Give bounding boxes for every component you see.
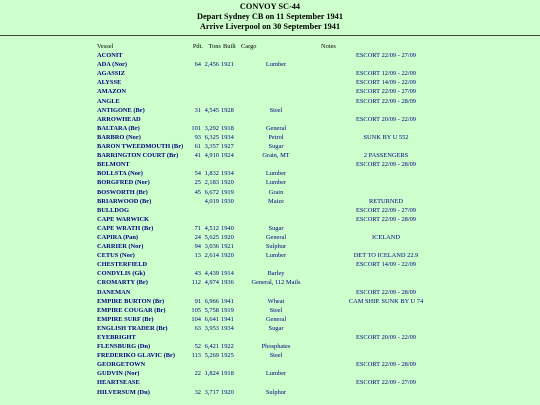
cell-notes: ESCORT 22/09 - 28/09 (355, 97, 417, 105)
cell-tons (203, 360, 221, 369)
table-row (97, 160, 461, 169)
cell-tons: 2,614 (204, 252, 219, 260)
table-row (97, 106, 461, 115)
cell-cargo: Phosphates (261, 343, 291, 351)
cell-tons: 5,625 (204, 233, 219, 241)
cell-notes: ESCORT 22/09 - 28/09 (355, 161, 417, 169)
cell-notes (311, 60, 461, 69)
cell-notes (311, 242, 461, 251)
cell-built (221, 360, 241, 369)
cell-tons (203, 69, 221, 78)
cell-notes (311, 106, 461, 115)
cell-pdt (187, 206, 203, 215)
cell-notes (311, 178, 461, 187)
cell-notes: ESCORT 22/09 - 28/09 (355, 288, 417, 296)
cell-tons: 6,641 (204, 315, 219, 323)
cell-vessel: BOSWORTH (Br) (97, 188, 148, 196)
cell-tons: 6,966 (204, 297, 219, 305)
cell-built: 1919 (221, 188, 234, 196)
cell-notes (311, 315, 461, 324)
cell-pdt: 104 (191, 315, 201, 323)
cell-notes (311, 278, 461, 287)
arrive-line: Arrive Liverpool on 30 September 1941 (199, 22, 341, 31)
cell-cargo: Steel (269, 106, 283, 114)
cell-built: 1920 (221, 233, 234, 241)
cell-pdt (187, 333, 203, 342)
cell-tons: 4,019 (204, 197, 219, 205)
cell-tons: 1,824 (204, 370, 219, 378)
cell-tons (203, 378, 221, 387)
cell-vessel: BALTARA (Br) (97, 124, 140, 132)
cell-built (221, 160, 241, 169)
cell-pdt: 64 (194, 61, 201, 69)
col-built: Built (223, 43, 236, 50)
cell-built: 1940 (221, 224, 234, 232)
cell-vessel: CAPE WRATH (Br) (97, 224, 154, 232)
cell-cargo: Sulphur (265, 388, 287, 396)
cell-built: 1922 (221, 343, 234, 351)
cell-pdt: 13 (194, 252, 201, 260)
cell-vessel: CHESTERFIELD (97, 261, 148, 269)
cell-notes: CAM SHIP. SUNK BY U 74 (348, 297, 424, 305)
cell-vessel: EYEBRIGHT (97, 334, 136, 341)
cell-pdt (187, 288, 203, 297)
cell-tons: 2,456 (204, 61, 219, 69)
cell-notes (311, 306, 461, 315)
cell-notes (311, 369, 461, 378)
cell-notes: 2 PASSENGERS (363, 152, 409, 160)
cell-notes (311, 324, 461, 333)
cell-built: 1914 (221, 270, 234, 278)
cell-pdt: 91 (194, 297, 201, 305)
cell-notes (311, 351, 461, 360)
table-row (97, 269, 461, 278)
cell-vessel: EMPIRE COUGAR (Br) (97, 306, 166, 314)
cell-cargo: Petrol (268, 133, 284, 141)
cell-built (221, 78, 241, 87)
cell-built (221, 206, 241, 215)
cell-built (221, 333, 241, 342)
table-row (97, 242, 461, 251)
cell-tons (203, 215, 221, 224)
cell-cargo (241, 215, 311, 224)
cell-cargo: Sugar (268, 224, 284, 232)
cell-vessel: BOLLSTA (Nor) (97, 170, 143, 178)
cell-cargo: General, 112 Mails (251, 279, 301, 287)
cell-built (221, 97, 241, 106)
cell-notes: ESCORT 22/09 - 28/09 (355, 361, 417, 369)
cell-tons: 6,325 (204, 133, 219, 141)
cell-tons: 4,512 (204, 224, 219, 232)
cell-cargo: Lumber (265, 252, 287, 260)
cell-pdt (187, 160, 203, 169)
cell-built: 1936 (221, 279, 234, 287)
cell-built: 1925 (221, 352, 234, 360)
cell-tons: 4,974 (204, 279, 219, 287)
cell-cargo: General (265, 124, 287, 132)
cell-tons: 1,832 (204, 170, 219, 178)
cell-pdt: 25 (194, 179, 201, 187)
table-row (97, 369, 461, 378)
cell-vessel: BRIARWOOD (Br) (97, 197, 152, 205)
table-row (97, 215, 461, 224)
cell-tons: 4,545 (204, 106, 219, 114)
cell-pdt: 113 (191, 352, 201, 360)
cell-notes: ESCORT 20/09 - 22/09 (355, 115, 417, 123)
cell-tons (203, 115, 221, 124)
cell-pdt (187, 69, 203, 78)
cell-built (221, 215, 241, 224)
table-row (97, 288, 461, 297)
cell-pdt (187, 215, 203, 224)
table-row (97, 233, 461, 242)
cell-notes: RETURNED (368, 197, 404, 205)
cell-notes (311, 224, 461, 233)
table-row (97, 169, 461, 178)
col-pdt: Pdt. (192, 43, 203, 50)
table-row (97, 306, 461, 315)
cell-pdt: 45 (194, 188, 201, 196)
cell-pdt (187, 115, 203, 124)
cell-notes: ESCORT 22/09 - 27/09 (355, 206, 417, 214)
table-row (97, 297, 461, 306)
cell-built (221, 115, 241, 124)
cell-vessel: HILVERSUM (Du) (97, 388, 150, 396)
cell-tons: 6,672 (204, 188, 219, 196)
cell-notes (311, 188, 461, 197)
cell-notes: ESCORT 22/09 - 27/09 (355, 379, 417, 387)
cell-cargo: Lumber (265, 170, 287, 178)
cell-notes (311, 169, 461, 178)
cell-notes: ESCORT 20/09 - 22/09 (355, 334, 417, 341)
cell-notes: ESCORT 14/09 - 22/09 (355, 79, 417, 87)
cell-built: 1919 (221, 306, 234, 314)
cell-pdt (187, 51, 203, 60)
page-header (0, 0, 540, 32)
cell-pdt: 93 (194, 133, 201, 141)
cell-pdt: 24 (194, 233, 201, 241)
cell-pdt (187, 360, 203, 369)
cell-built (221, 378, 241, 387)
cell-built: 1927 (221, 143, 234, 151)
table-row (97, 378, 461, 387)
cell-built: 1930 (221, 197, 234, 205)
cell-notes (311, 342, 461, 351)
cell-vessel: ENGLISH TRADER (Br) (97, 324, 168, 332)
cell-cargo: Sugar (268, 324, 284, 332)
table-row (97, 87, 461, 96)
cell-tons: 3,036 (204, 243, 219, 251)
cell-vessel: CAPIRA (Pan) (97, 233, 139, 241)
table-row (97, 333, 461, 342)
cell-vessel: BORGFRED (Nor) (97, 179, 150, 187)
convoy-table (97, 42, 461, 397)
cell-built: 1920 (221, 179, 234, 187)
col-cargo: Cargo (241, 43, 257, 50)
cell-pdt: 61 (194, 143, 201, 151)
table-row (97, 260, 461, 269)
cell-tons (203, 97, 221, 106)
table-row (97, 342, 461, 351)
cell-built: 1928 (221, 106, 234, 114)
cell-tons: 4,910 (204, 152, 219, 160)
cell-built: 1934 (221, 133, 234, 141)
cell-pdt: 32 (194, 388, 201, 396)
cell-vessel: FREDERIKO GLAVIC (Br) (97, 352, 175, 360)
cell-cargo (241, 378, 311, 387)
cell-cargo: Steel (269, 306, 283, 314)
cell-pdt: 52 (194, 343, 201, 351)
table-header-row (97, 42, 461, 51)
cell-tons (203, 206, 221, 215)
table-row (97, 188, 461, 197)
cell-tons: 4,439 (204, 270, 219, 278)
table-row (97, 206, 461, 215)
cell-notes: DET TO ICELAND 22.9 (353, 252, 419, 260)
cell-cargo: General (265, 315, 287, 323)
cell-tons: 3,717 (204, 388, 219, 396)
cell-pdt (187, 260, 203, 269)
col-tons: Tons (208, 43, 221, 50)
cell-vessel: ARROWHEAD (97, 115, 141, 123)
table-row (97, 360, 461, 369)
cell-tons (203, 333, 221, 342)
col-vessel: Vessel (97, 43, 114, 50)
cell-tons (203, 87, 221, 96)
cell-vessel: GUDVIN (Nor) (97, 370, 140, 378)
cell-tons: 6,421 (204, 343, 219, 351)
cell-cargo: Sulphur (265, 243, 287, 251)
cell-pdt (187, 78, 203, 87)
cell-built (221, 288, 241, 297)
cell-tons (203, 288, 221, 297)
cell-notes: ESCORT 14/09 - 22/09 (355, 261, 417, 269)
table-row (97, 278, 461, 287)
cell-vessel: CAPE WARWICK (97, 215, 150, 223)
cell-vessel: AMAZON (97, 88, 127, 96)
cell-cargo (241, 260, 311, 269)
cell-built (221, 260, 241, 269)
cell-notes: ESCORT 22/09 - 27/09 (355, 88, 417, 96)
cell-built: 1921 (221, 243, 234, 251)
cell-cargo (241, 69, 311, 78)
table-row (97, 60, 461, 69)
cell-pdt: 63 (194, 324, 201, 332)
cell-tons: 3,953 (204, 324, 219, 332)
cell-pdt (187, 378, 203, 387)
cell-cargo (241, 78, 311, 87)
cell-built: 1920 (221, 388, 234, 396)
table-row (97, 324, 461, 333)
table-row (97, 197, 461, 206)
table-row (97, 151, 461, 160)
cell-pdt: 101 (191, 124, 201, 132)
cell-built: 1920 (221, 252, 234, 260)
cell-pdt: 41 (194, 152, 201, 160)
table-row (97, 51, 461, 60)
cell-pdt (187, 197, 203, 206)
cell-cargo: Grain (268, 188, 284, 196)
cell-notes: ICELAND (371, 233, 401, 241)
table-row (97, 142, 461, 151)
cell-vessel: GEORGETOWN (97, 361, 146, 369)
cell-pdt (187, 87, 203, 96)
cell-notes (311, 269, 461, 278)
cell-cargo: General (265, 233, 287, 241)
depart-line: Depart Sydney CB on 11 September 1941 (197, 12, 343, 21)
cell-cargo: Lumber (265, 179, 287, 187)
cell-cargo: Steel (269, 352, 283, 360)
cell-notes (311, 388, 461, 397)
table-row (97, 388, 461, 397)
cell-tons: 5,758 (204, 306, 219, 314)
cell-vessel: ALYSSE (97, 79, 122, 87)
table-row (97, 115, 461, 124)
cell-vessel: HEARTSEASE (97, 379, 140, 387)
cell-vessel: BELMONT (97, 161, 130, 169)
cell-built: 1921 (221, 61, 234, 69)
cell-built (221, 87, 241, 96)
cell-notes: SUNK BY U 552 (363, 133, 409, 141)
convoy-title: CONVOY SC-44 (239, 2, 301, 11)
cell-notes: ESCORT 22/09 - 27/09 (355, 52, 417, 60)
cell-built: 1941 (221, 315, 234, 323)
cell-cargo: Grain, MT (262, 152, 290, 160)
cell-built: 1934 (221, 324, 234, 332)
cell-cargo: Wheat (267, 297, 285, 305)
col-notes: Notes (321, 43, 336, 50)
cell-cargo (241, 51, 311, 60)
cell-tons (203, 260, 221, 269)
cell-cargo (241, 288, 311, 297)
cell-cargo: Lumber (265, 61, 287, 69)
cell-cargo (241, 115, 311, 124)
cell-cargo (241, 97, 311, 106)
cell-notes (311, 124, 461, 133)
cell-tons: 5,269 (204, 352, 219, 360)
cell-pdt (187, 97, 203, 106)
cell-notes (311, 142, 461, 151)
table-row (97, 224, 461, 233)
cell-vessel: BULLDOG (97, 206, 129, 214)
cell-notes: ESCORT 12/09 - 22/09 (355, 70, 417, 78)
table-body (97, 51, 461, 397)
cell-vessel: ANTIGONE (Br) (97, 106, 145, 114)
cell-notes: ESCORT 22/09 - 28/09 (355, 215, 417, 223)
table-row (97, 315, 461, 324)
table-row (97, 78, 461, 87)
cell-built: 1941 (221, 297, 234, 305)
cell-built: 1918 (221, 370, 234, 378)
cell-pdt: 22 (194, 370, 201, 378)
cell-vessel: BARRINGTON COURT (Br) (97, 152, 179, 160)
cell-tons (203, 160, 221, 169)
cell-pdt: 54 (194, 170, 201, 178)
cell-vessel: CETUS (Nor) (97, 252, 135, 260)
cell-cargo: Lumber (265, 370, 287, 378)
cell-vessel: FLENSBURG (Dn) (97, 343, 151, 351)
table-row (97, 251, 461, 260)
cell-vessel: ADA (Nor) (97, 61, 127, 69)
cell-tons: 3,292 (204, 124, 219, 132)
table-row (97, 69, 461, 78)
cell-vessel: ANGLE (97, 97, 120, 105)
cell-pdt: 71 (194, 224, 201, 232)
cell-vessel: CROMARTY (Br) (97, 279, 148, 287)
cell-vessel: EMPIRE SURF (Br) (97, 315, 154, 323)
table-row (97, 97, 461, 106)
cell-vessel: EMPIRE BURTON (Br) (97, 297, 165, 305)
cell-vessel: BARBRO (Nor) (97, 133, 141, 141)
cell-built: 1918 (221, 124, 234, 132)
cell-built (221, 69, 241, 78)
cell-tons: 3,357 (204, 143, 219, 151)
table-row (97, 351, 461, 360)
cell-built: 1924 (221, 152, 234, 160)
cell-tons (203, 51, 221, 60)
header-divider (0, 35, 540, 36)
cell-vessel: BARON TWEEDMOUTH (Br) (97, 143, 184, 151)
cell-pdt: 112 (191, 279, 201, 287)
cell-built (221, 51, 241, 60)
cell-cargo (241, 206, 311, 215)
cell-tons (203, 78, 221, 87)
table-row (97, 124, 461, 133)
cell-built: 1934 (221, 170, 234, 178)
cell-cargo (241, 360, 311, 369)
cell-cargo: Barley (267, 270, 285, 278)
table-row (97, 178, 461, 187)
table-row (97, 133, 461, 142)
cell-pdt: 105 (191, 306, 201, 314)
cell-vessel: ACONIT (97, 52, 123, 60)
cell-cargo (241, 333, 311, 342)
cell-vessel: CARRIER (Nor) (97, 243, 144, 251)
cell-vessel: CONDYLIS (Gk) (97, 270, 146, 278)
cell-cargo: Sugar (268, 143, 284, 151)
cell-pdt: 94 (194, 243, 201, 251)
cell-pdt: 31 (194, 106, 201, 114)
cell-tons: 2,183 (204, 179, 219, 187)
cell-cargo (241, 87, 311, 96)
cell-vessel: DANEMAN (97, 288, 131, 296)
cell-pdt: 43 (194, 270, 201, 278)
cell-cargo (241, 160, 311, 169)
cell-vessel: AGASSIZ (97, 70, 126, 78)
cell-cargo: Maize (268, 197, 284, 205)
